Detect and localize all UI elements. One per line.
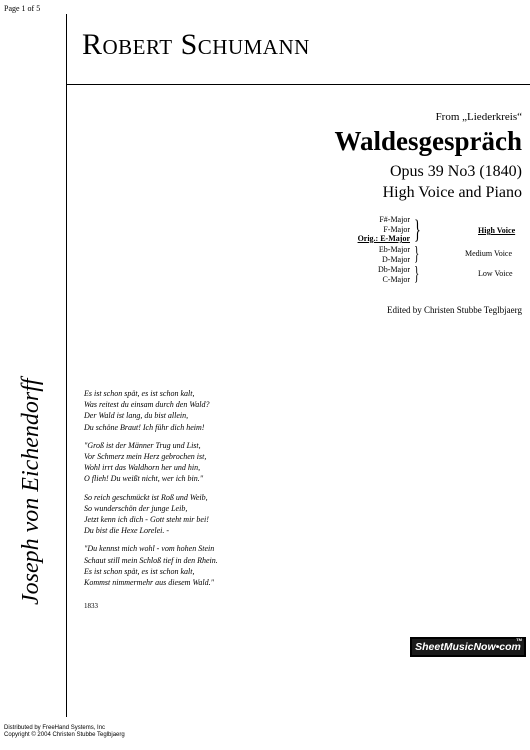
brace-icon: } (414, 243, 420, 265)
original-key: Orig.: E-Major (357, 234, 410, 243)
key-option: C-Major (382, 274, 410, 284)
brace-icon: } (414, 215, 421, 244)
sheetmusicnow-logo[interactable] (410, 637, 526, 657)
poem-line: Jetzt kenn ich dich - Gott steht mir bei! (84, 515, 209, 525)
collection-source: From „Liederkreis“ (435, 111, 522, 123)
poem-line: Du bist die Hexe Lorelei. - (84, 526, 170, 536)
poem-line: "Groß ist der Männer Trug und List, (84, 440, 201, 450)
poem-line: Der Wald ist lang, du bist allein, (84, 411, 189, 421)
horizontal-rule (66, 84, 530, 85)
poem-line: Es ist schon spät, es ist schon kalt, (84, 566, 195, 576)
opus-number: Opus 39 No3 (1840) (390, 163, 522, 180)
key-option: F#-Major (379, 215, 410, 224)
key-group-medium (340, 245, 410, 264)
key-option: D-Major (382, 254, 410, 264)
distributor-line: Distributed by FreeHand Systems, Inc (4, 725, 106, 731)
composer-name: Robert Schumann (82, 28, 310, 61)
footer-credits (4, 725, 125, 739)
vertical-rule (66, 14, 67, 717)
poem-line: O flieh! Du weißt nicht, wer ich bin." (84, 474, 204, 484)
voice-and-piano: High Voice and Piano (382, 184, 522, 201)
poem-stanza (84, 388, 344, 433)
voice-range-medium: Medium Voice (465, 249, 513, 258)
poet-name: Joseph von Eichendorff (18, 378, 44, 605)
key-group-high (340, 215, 410, 244)
poem-line: Vor Schmerz mein Herz gebrochen ist, (84, 452, 207, 462)
poem-stanza (84, 440, 344, 485)
key-group-low (340, 265, 410, 284)
voice-range-low: Low Voice (478, 269, 513, 278)
page-label: Page 1 of 5 (4, 4, 41, 13)
poem-stanza (84, 543, 344, 588)
voice-range-high: High Voice (478, 226, 516, 235)
piece-title: Waldesgespräch (334, 126, 522, 156)
key-option: F-Major (383, 224, 410, 234)
key-option: Eb-Major (378, 245, 410, 254)
brace-icon: } (414, 263, 420, 285)
poem-line: So reich geschmückt ist Roß und Weib, (84, 492, 208, 502)
trademark-mark: TM (516, 637, 522, 642)
poem-text (84, 388, 344, 595)
poem-year: 1833 (84, 602, 98, 610)
poem-line: Was reitest du einsam durch den Wald? (84, 400, 210, 410)
copyright-line: Copyright © 2004 Christen Stubbe Teglbjaerg (4, 732, 125, 738)
poem-line: Es ist schon spät, es ist schon kalt, (84, 389, 195, 398)
poem-stanza (84, 492, 344, 537)
poem-line: So wunderschön der junge Leib, (84, 503, 188, 513)
poem-line: Du schöne Braut! Ich führ dich heim! (84, 422, 205, 432)
logo-text: SheetMusicNow•com (415, 641, 521, 653)
poem-line: Schaut still mein Schloß tief in den Rhein. (84, 555, 218, 565)
key-option: Db-Major (378, 265, 410, 274)
poem-line: Wohl irrt das Waldhorn her und hin, (84, 463, 201, 473)
poem-line: Kommst nimmermehr aus diesem Wald." (84, 578, 214, 588)
editor-credit: Edited by Christen Stubbe Teglbjaerg (386, 305, 522, 315)
poem-line: "Du kennst mich wohl - vom hohen Stein (84, 544, 215, 554)
